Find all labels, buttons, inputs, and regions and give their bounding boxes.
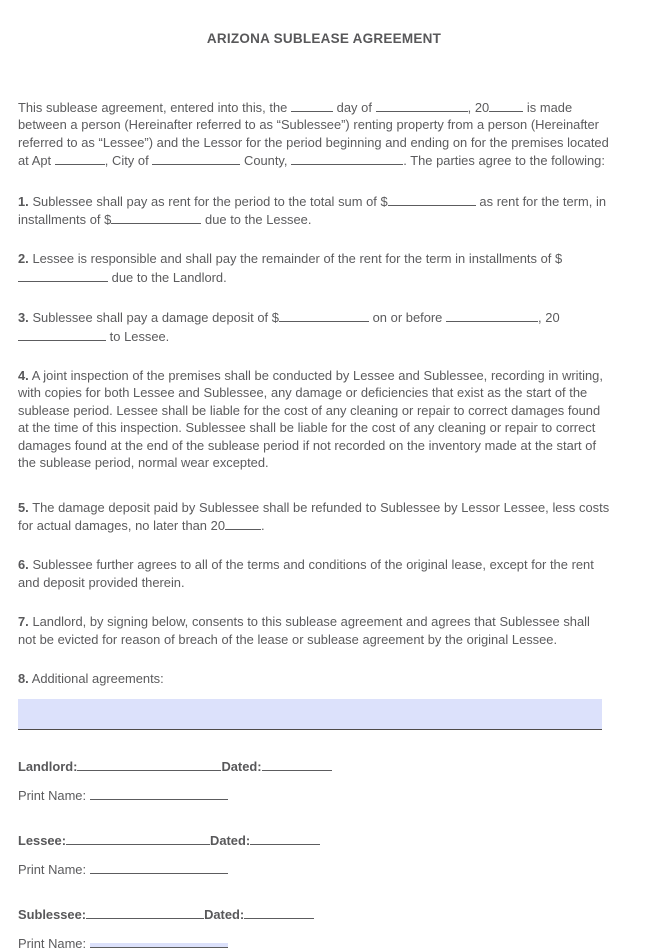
lessee-dated-label: Dated: — [210, 833, 251, 849]
clause-1 — [18, 192, 610, 229]
clause-1-text-2: as rent for the term, in installments of $ — [18, 193, 607, 228]
field-lessee-dated[interactable] — [250, 831, 320, 845]
page-title: ARIZONA SUBLEASE AGREEMENT — [206, 31, 442, 46]
clause-5-text-1: The damage deposit paid by Sublessee shall be refunded to Sublessee by Lessor Lessee, less costs for actual damages, no later than 20 — [18, 499, 610, 533]
clause-2 — [18, 250, 610, 286]
field-lessee-print-name[interactable] — [90, 860, 228, 874]
clause-8-number: 8. — [18, 670, 29, 686]
clause-3-number: 3. — [18, 310, 29, 326]
clause-6 — [18, 556, 610, 591]
clause-3-text-4: to Lessee. — [106, 328, 170, 344]
clause-8-text: Additional agreements: — [28, 670, 164, 686]
sublessee-print-name-row — [18, 934, 610, 952]
field-landlord-signature[interactable] — [77, 757, 221, 771]
field-lessee-signature[interactable] — [66, 831, 210, 845]
signature-block-sublessee — [18, 905, 610, 952]
clause-7-number: 7. — [18, 614, 29, 630]
intro-text-7: . The parties agree to the following: — [403, 153, 605, 169]
intro-text-2: day of — [333, 100, 376, 115]
field-month[interactable] — [376, 98, 468, 112]
clause-3-text-1: Sublessee shall pay a damage deposit of $ — [28, 310, 279, 326]
landlord-print-name-row — [18, 786, 610, 804]
document-body — [18, 98, 610, 952]
clause-6-text: Sublessee further agrees to all of the terms and conditions of the original lease, except for the rent and deposit provided therein. — [18, 557, 594, 590]
field-refund-year[interactable] — [225, 516, 261, 530]
field-deposit-due-date[interactable] — [446, 308, 538, 322]
intro-text-5: , City of — [104, 153, 153, 169]
field-landlord-print-name[interactable] — [90, 786, 228, 800]
clause-8 — [18, 670, 610, 687]
lessee-print-name-row — [18, 860, 610, 878]
field-sublessee-print-name[interactable] — [90, 934, 228, 948]
intro-text-3: , 20 — [467, 100, 490, 115]
signature-block-lessee — [18, 831, 610, 878]
intro-paragraph — [18, 98, 610, 170]
field-damage-deposit[interactable] — [279, 308, 369, 322]
clause-4-number: 4. — [18, 368, 29, 384]
field-year[interactable] — [489, 98, 523, 112]
field-landlord-dated[interactable] — [262, 757, 332, 771]
field-additional-agreements[interactable] — [18, 699, 602, 730]
clause-5 — [18, 499, 610, 535]
landlord-signature-row — [18, 757, 610, 775]
clause-2-text-1: Lessee is responsible and shall pay the remainder of the rent for the term in installments of $ — [28, 251, 563, 267]
clause-1-text-1: Sublessee shall pay as rent for the period to the total sum of $ — [28, 193, 388, 209]
field-installment-landlord[interactable] — [18, 268, 108, 282]
landlord-dated-label: Dated: — [221, 759, 262, 775]
field-installment-lessee[interactable] — [111, 210, 201, 224]
field-city[interactable] — [152, 151, 240, 165]
field-county-state[interactable] — [291, 151, 403, 165]
clause-3-text-2: on or before — [368, 310, 447, 326]
field-apt[interactable] — [55, 151, 105, 165]
sublessee-dated-label: Dated: — [204, 907, 245, 923]
lessee-signature-row — [18, 831, 610, 849]
clause-5-number: 5. — [18, 499, 29, 515]
intro-text-6: County, — [240, 153, 292, 169]
lessee-print-name-label: Print Name: — [18, 862, 87, 878]
sublessee-print-name-label: Print Name: — [18, 936, 87, 952]
clause-6-number: 6. — [18, 557, 29, 573]
clause-3 — [18, 308, 610, 345]
clause-3-text-3: , 20 — [538, 310, 560, 326]
clause-4-text: A joint inspection of the premises shall be conducted by Lessee and Sublessee, recording in writing, with copies for both Lessee and Sublessee, any damage or deficiencies that exist as the start of the sublease period. Lessee shall be liable for the cost of any cleaning or repair to correct damages found at the time of this inspection. Sublessee shall be liable for the cost of any cleaning or repair to correct damages found at the end of the sublease period if not recorded on the inventory made at the start of the sublease period, normal wear excepted. — [18, 368, 603, 471]
field-sublessee-dated[interactable] — [244, 905, 314, 919]
signature-block-landlord — [18, 757, 610, 804]
intro-text-1: This sublease agreement, entered into this, the — [18, 100, 291, 115]
field-sublessee-signature[interactable] — [86, 905, 204, 919]
clause-7 — [18, 613, 610, 648]
landlord-label: Landlord: — [18, 759, 78, 775]
sublessee-signature-row — [18, 905, 610, 923]
clause-1-number: 1. — [18, 193, 29, 209]
field-day[interactable] — [291, 98, 333, 112]
clause-2-text-2: due to the Landlord. — [108, 269, 227, 285]
field-deposit-year[interactable] — [18, 327, 106, 341]
clause-2-number: 2. — [18, 251, 29, 267]
sublessee-label: Sublessee: — [18, 907, 87, 923]
clause-7-text: Landlord, by signing below, consents to this sublease agreement and agrees that Sublessee shall not be evicted for reason of breach of the lease or sublease agreement by the original Lessee. — [18, 614, 590, 647]
clause-1-text-3: due to the Lessee. — [201, 212, 312, 228]
clause-4 — [18, 367, 610, 471]
lessee-label: Lessee: — [18, 833, 67, 849]
landlord-print-name-label: Print Name: — [18, 788, 87, 804]
field-total-sum[interactable] — [388, 192, 476, 206]
clause-5-text-2: . — [260, 517, 265, 533]
intro-text-4: is made between a person (Hereinafter referred to as “Sublessee”) renting property from a person (Hereinafter referred to as “Lessee”) and the Lessor for the period beginning and ending on for the premises located at Apt — [18, 100, 609, 169]
